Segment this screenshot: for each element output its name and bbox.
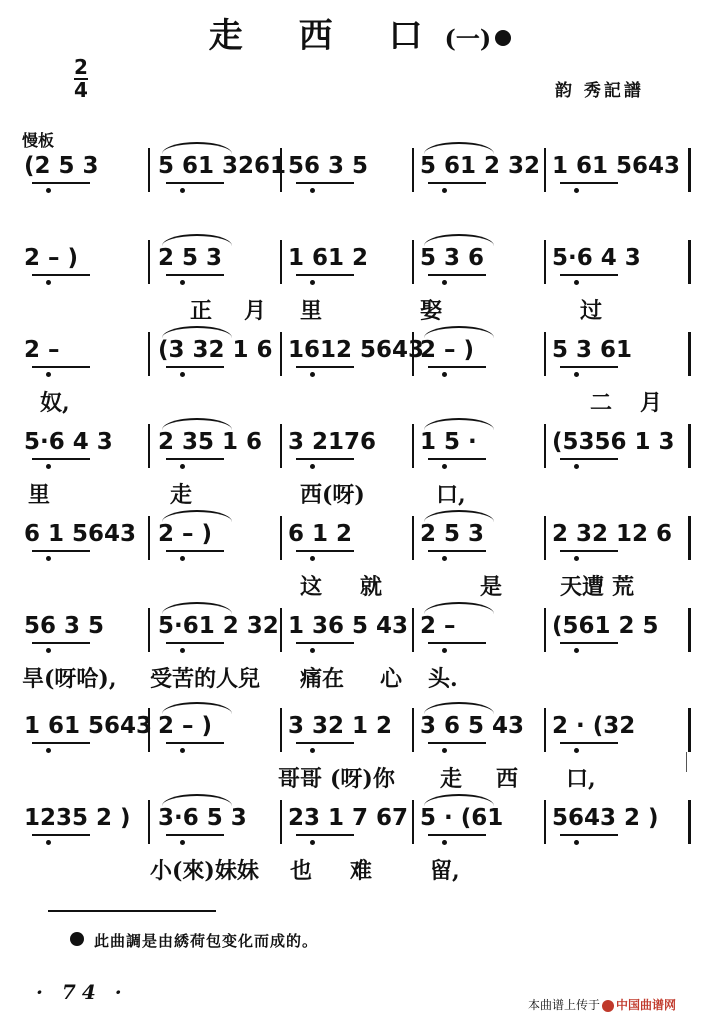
bar-line — [412, 240, 414, 284]
lyric: 受苦的人兒 — [150, 666, 261, 692]
lyric: 西 — [496, 766, 519, 792]
measure-notes: 5 3 6 — [420, 245, 485, 271]
beam-underline — [560, 742, 618, 744]
lyric: 荒 — [612, 574, 635, 600]
octave-dot — [310, 372, 315, 377]
measure-notes: 3 6 5 43 — [420, 713, 525, 739]
lyric: 这 — [300, 574, 323, 600]
bar-line — [412, 332, 414, 376]
lyric: 娶 — [420, 298, 443, 324]
measure-notes: (561 2 5 — [552, 613, 659, 639]
score-line — [0, 608, 720, 708]
octave-dot — [310, 556, 315, 561]
measure-notes: 1235 2 ) — [24, 805, 131, 831]
score-line — [0, 800, 720, 900]
measure-notes: 2 32 12 6 — [552, 521, 673, 547]
measure-notes: 2 · (32 — [552, 713, 636, 739]
footnote-rule — [48, 910, 216, 912]
lyric: 走 — [440, 766, 463, 792]
score-line — [0, 240, 720, 340]
lyric: 留, — [430, 858, 460, 884]
lyric: 月 — [640, 390, 663, 416]
bar-line — [688, 608, 691, 652]
footnote-marker-icon — [70, 932, 84, 946]
beam-underline — [296, 366, 354, 368]
measure-notes: 2 – — [420, 613, 456, 639]
octave-dot — [46, 464, 51, 469]
beam-underline — [32, 274, 90, 276]
title-subtitle: (一) — [444, 24, 492, 53]
time-signature-bottom: 4 — [74, 78, 88, 102]
bar-line — [148, 240, 150, 284]
measure-notes: 6 1 2 — [288, 521, 353, 547]
octave-dot — [442, 280, 447, 285]
upload-site: 中国曲谱网 — [616, 998, 677, 1012]
beam-underline — [296, 742, 354, 744]
beam-underline — [32, 550, 90, 552]
score-line — [0, 708, 720, 808]
octave-dot — [180, 372, 185, 377]
octave-dot — [574, 840, 579, 845]
bar-line — [544, 800, 546, 844]
lyric: (呀)你 — [330, 766, 395, 792]
octave-dot — [180, 840, 185, 845]
octave-dot — [310, 648, 315, 653]
lyric: 西(呀) — [300, 482, 365, 508]
octave-dot — [180, 464, 185, 469]
measure-notes: 5·6 4 3 — [552, 245, 641, 271]
measure-notes: 3 32 1 2 — [288, 713, 393, 739]
beam-underline — [560, 366, 618, 368]
bar-line — [412, 708, 414, 752]
score-line — [0, 332, 720, 432]
measure-notes: (3 32 1 6 — [158, 337, 273, 363]
octave-dot — [442, 840, 447, 845]
octave-dot — [442, 556, 447, 561]
beam-underline — [428, 742, 486, 744]
bar-line — [280, 332, 282, 376]
octave-dot — [442, 464, 447, 469]
beam-underline — [428, 274, 486, 276]
lyric: 心 — [380, 666, 403, 692]
bar-line — [688, 708, 691, 752]
lyric: 小(來)妹妹 — [150, 858, 259, 884]
lyric: 走 — [170, 482, 193, 508]
page-number: · 74 · — [36, 980, 128, 1004]
lyric: 痛在 — [300, 666, 345, 692]
octave-dot — [574, 372, 579, 377]
octave-dot — [180, 280, 185, 285]
octave-dot — [310, 748, 315, 753]
measure-notes: 5·6 4 3 — [24, 429, 113, 455]
measure-notes: 1 61 2 — [288, 245, 369, 271]
bar-line — [148, 708, 150, 752]
octave-dot — [574, 188, 579, 193]
octave-dot — [310, 840, 315, 845]
footnote-text: 此曲調是由綉荷包变化而成的。 — [94, 932, 319, 950]
octave-dot — [46, 748, 51, 753]
bar-line — [280, 516, 282, 560]
octave-dot — [574, 280, 579, 285]
site-logo-icon — [602, 1000, 614, 1012]
beam-underline — [296, 642, 354, 644]
octave-dot — [46, 840, 51, 845]
lyric: 二 — [590, 390, 613, 416]
octave-dot — [310, 464, 315, 469]
beam-underline — [32, 642, 90, 644]
measure-notes: 2 – ) — [158, 521, 213, 547]
measure-notes: 5 61 3261 — [158, 153, 287, 179]
measure-notes: 2 – ) — [420, 337, 475, 363]
beam-underline — [428, 642, 486, 644]
bar-line — [412, 608, 414, 652]
octave-dot — [574, 648, 579, 653]
beam-underline — [296, 182, 354, 184]
score-line — [0, 516, 720, 616]
beam-underline — [32, 182, 90, 184]
beam-underline — [296, 834, 354, 836]
upload-prefix: 本曲谱上传于 — [528, 998, 601, 1012]
margin-mark — [686, 752, 687, 772]
beam-underline — [428, 550, 486, 552]
measure-notes: 56 3 5 — [24, 613, 105, 639]
lyric: 旱(呀哈), — [22, 666, 117, 692]
beam-underline — [560, 458, 618, 460]
beam-underline — [428, 834, 486, 836]
octave-dot — [442, 188, 447, 193]
bar-line — [688, 332, 691, 376]
lyric: 里 — [28, 482, 51, 508]
beam-underline — [428, 366, 486, 368]
beam-underline — [428, 182, 486, 184]
measure-notes: 2 – ) — [158, 713, 213, 739]
octave-dot — [46, 372, 51, 377]
beam-underline — [166, 550, 224, 552]
octave-dot — [46, 188, 51, 193]
beam-underline — [560, 642, 618, 644]
bar-line — [148, 800, 150, 844]
bar-line — [544, 148, 546, 192]
beam-underline — [166, 274, 224, 276]
octave-dot — [46, 280, 51, 285]
measure-notes: 5 3 61 — [552, 337, 633, 363]
lyric: 天遭 — [560, 574, 605, 600]
measure-notes: 3·6 5 3 — [158, 805, 247, 831]
beam-underline — [560, 274, 618, 276]
measure-notes: 1612 5643 — [288, 337, 425, 363]
bar-line — [280, 240, 282, 284]
bar-line — [412, 516, 414, 560]
beam-underline — [560, 834, 618, 836]
bar-line — [148, 148, 150, 192]
score-line — [0, 424, 720, 524]
measure-notes: 2 – — [24, 337, 60, 363]
lyric: 正 — [190, 298, 213, 324]
octave-dot — [46, 648, 51, 653]
lyric: 里 — [300, 298, 323, 324]
octave-dot — [180, 188, 185, 193]
octave-dot — [46, 556, 51, 561]
beam-underline — [560, 550, 618, 552]
title-text: 走 西 口 — [208, 16, 445, 56]
lyric: 月 — [244, 298, 267, 324]
measure-notes: 5 · (61 — [420, 805, 504, 831]
beam-underline — [32, 366, 90, 368]
slur-arc — [424, 142, 494, 154]
beam-underline — [296, 458, 354, 460]
song-title — [0, 8, 720, 57]
octave-dot — [574, 556, 579, 561]
bar-line — [544, 424, 546, 468]
footnote — [94, 930, 318, 951]
bar-line — [280, 800, 282, 844]
tempo-marking: 慢板 — [22, 131, 55, 150]
beam-underline — [166, 642, 224, 644]
measure-notes: 2 5 3 — [158, 245, 223, 271]
octave-dot — [310, 188, 315, 193]
bar-line — [148, 516, 150, 560]
bar-line — [544, 708, 546, 752]
bar-line — [688, 800, 691, 844]
measure-notes: 1 61 5643 — [552, 153, 681, 179]
octave-dot — [574, 464, 579, 469]
time-signature-top: 2 — [74, 55, 88, 79]
lyric: 难 — [350, 858, 373, 884]
measure-notes: 1 61 5643 — [24, 713, 153, 739]
score-line — [0, 148, 720, 248]
octave-dot — [574, 748, 579, 753]
beam-underline — [166, 834, 224, 836]
upload-credit — [528, 996, 676, 1013]
bar-line — [544, 332, 546, 376]
footnote-marker-icon — [495, 30, 511, 46]
bar-line — [688, 424, 691, 468]
bar-line — [688, 516, 691, 560]
measure-notes: 56 3 5 — [288, 153, 369, 179]
transcriber-credit: 韵 秀記譜 — [555, 81, 644, 101]
bar-line — [280, 424, 282, 468]
lyric: 奴, — [40, 390, 70, 416]
measure-notes: 2 35 1 6 — [158, 429, 263, 455]
slur-arc — [162, 142, 232, 154]
lyric: 就 — [360, 574, 383, 600]
beam-underline — [32, 458, 90, 460]
octave-dot — [180, 556, 185, 561]
bar-line — [148, 332, 150, 376]
octave-dot — [442, 372, 447, 377]
lyric: 过 — [580, 298, 603, 324]
octave-dot — [442, 748, 447, 753]
lyric: 口, — [436, 482, 466, 508]
beam-underline — [296, 274, 354, 276]
bar-line — [544, 240, 546, 284]
octave-dot — [180, 748, 185, 753]
bar-line — [412, 424, 414, 468]
beam-underline — [166, 182, 224, 184]
beam-underline — [560, 182, 618, 184]
beam-underline — [32, 742, 90, 744]
time-signature — [74, 55, 88, 102]
bar-line — [148, 424, 150, 468]
bar-line — [688, 148, 691, 192]
measure-notes: 5643 2 ) — [552, 805, 659, 831]
measure-notes: 5·61 2 32 — [158, 613, 279, 639]
bar-line — [544, 608, 546, 652]
bar-line — [412, 148, 414, 192]
bar-line — [688, 240, 691, 284]
lyric: 口, — [566, 766, 596, 792]
measure-notes: (5356 1 3 — [552, 429, 675, 455]
measure-notes: (2 5 3 — [24, 153, 99, 179]
beam-underline — [166, 742, 224, 744]
lyric: 哥哥 — [278, 766, 323, 792]
bar-line — [544, 516, 546, 560]
measure-notes: 5 61 2 32 — [420, 153, 541, 179]
beam-underline — [32, 834, 90, 836]
measure-notes: 1 36 5 43 — [288, 613, 409, 639]
measure-notes: 1 5 · — [420, 429, 477, 455]
bar-line — [148, 608, 150, 652]
beam-underline — [166, 366, 224, 368]
bar-line — [280, 708, 282, 752]
lyric: 是 — [480, 574, 503, 600]
measure-notes: 6 1 5643 — [24, 521, 137, 547]
lyric: 头. — [428, 666, 458, 692]
octave-dot — [442, 648, 447, 653]
octave-dot — [180, 648, 185, 653]
measure-notes: 2 5 3 — [420, 521, 485, 547]
measure-notes: 3 2176 — [288, 429, 377, 455]
beam-underline — [428, 458, 486, 460]
measure-notes: 23 1 7 67 — [288, 805, 409, 831]
beam-underline — [166, 458, 224, 460]
octave-dot — [310, 280, 315, 285]
bar-line — [280, 608, 282, 652]
lyric: 也 — [290, 858, 313, 884]
measure-notes: 2 – ) — [24, 245, 79, 271]
beam-underline — [296, 550, 354, 552]
bar-line — [412, 800, 414, 844]
bar-line — [280, 148, 282, 192]
